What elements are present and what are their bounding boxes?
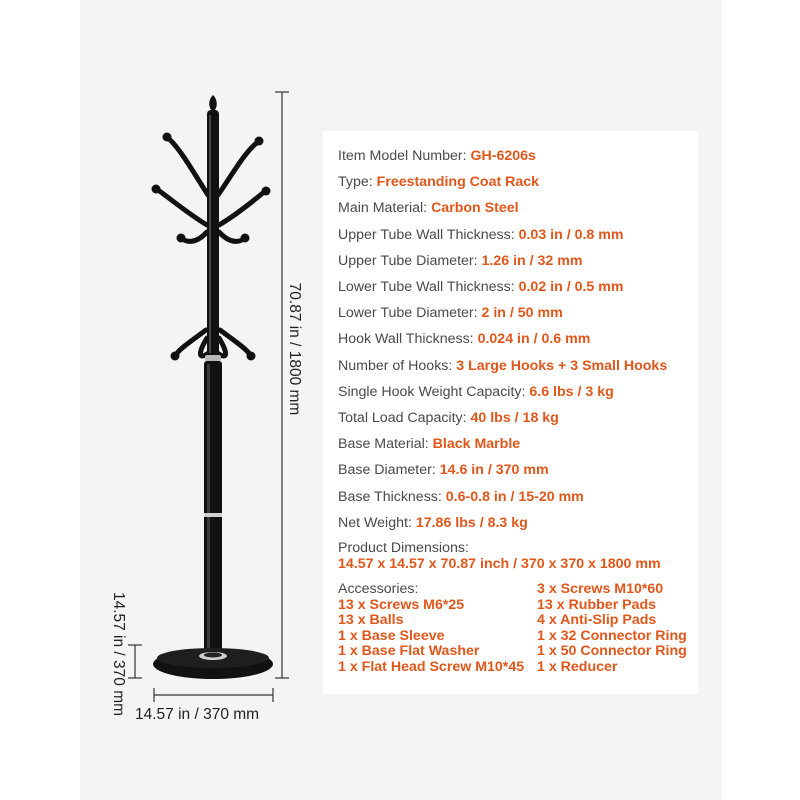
lower-tube <box>204 361 222 653</box>
spec-value: 14.6 in / 370 mm <box>439 462 549 479</box>
spec-value: 1.26 in / 32 mm <box>481 252 583 269</box>
connector-ring <box>205 355 221 361</box>
spec-value: GH-6206s <box>470 148 536 164</box>
top-finial <box>209 95 217 112</box>
height-label: 70.87 in / 1800 mm <box>286 282 303 416</box>
spec-value: 6.6 lbs / 3 kg <box>529 383 614 400</box>
spec-row <box>338 278 623 296</box>
spec-value: Black Marble <box>432 436 521 453</box>
dimensions-label: Product Dimensions: <box>338 540 469 556</box>
base-height-label: 14.57 in / 370 mm <box>110 591 127 717</box>
spec-value: Carbon Steel <box>431 200 519 217</box>
spec-value: 0.6-0.8 in / 15-20 mm <box>445 488 584 505</box>
tube-joint <box>204 513 222 517</box>
spec-value: Freestanding Coat Rack <box>376 174 540 191</box>
spec-row <box>338 173 539 191</box>
spec-row <box>338 226 623 244</box>
spec-label: Base Diameter: <box>338 462 436 479</box>
spec-label: Lower Tube Diameter: <box>338 305 478 322</box>
accessories-left-list <box>338 598 524 676</box>
spec-value: 3 Large Hooks + 3 Small Hooks <box>456 357 668 374</box>
base-height-dimension-line <box>128 645 142 678</box>
spec-row <box>338 252 582 270</box>
spec-label: Single Hook Weight Capacity: <box>338 383 526 400</box>
spec-row <box>338 383 614 401</box>
spec-row <box>338 461 549 479</box>
accessory-item: 1 x 50 Connector Ring <box>537 643 687 659</box>
spec-label: Number of Hooks: <box>338 357 453 374</box>
accessory-item: 3 x Screws M10*60 <box>537 581 664 597</box>
spec-row <box>338 304 563 322</box>
upper-tube <box>207 110 219 358</box>
spec-row <box>338 514 528 532</box>
accessory-item: 13 x Rubber Pads <box>537 596 657 613</box>
accessory-item: 13 x Balls <box>338 612 404 628</box>
accessory-item: 4 x Anti-Slip Pads <box>537 612 657 628</box>
spec-label: Hook Wall Thickness: <box>338 331 474 348</box>
accessories-right-list <box>537 582 687 675</box>
spec-row <box>338 147 536 165</box>
spec-label: Upper Tube Diameter: <box>338 252 478 269</box>
base-width-dimension-line <box>154 688 273 702</box>
spec-row <box>338 435 520 453</box>
spec-row <box>338 330 590 348</box>
spec-label: Total Load Capacity: <box>338 410 467 426</box>
spec-row <box>338 409 559 427</box>
spec-label: Type: <box>338 174 373 191</box>
accessory-item: 13 x Screws M6*25 <box>338 596 465 613</box>
accessory-item: 1 x Flat Head Screw M10*45 <box>338 658 525 675</box>
accessory-item: 1 x Base Flat Washer <box>338 643 480 659</box>
spec-value: 0.02 in / 0.5 mm <box>518 279 624 295</box>
spec-value: 0.03 in / 0.8 mm <box>518 226 624 243</box>
spec-label: Item Model Number: <box>338 148 467 164</box>
accessory-item: 1 x Reducer <box>537 658 618 675</box>
accessories-label: Accessories: <box>338 581 419 597</box>
spec-row <box>338 199 519 217</box>
spec-label: Lower Tube Wall Thickness: <box>338 279 515 295</box>
spec-label: Base Thickness: <box>338 488 442 505</box>
accessory-item: 1 x 32 Connector Ring <box>537 627 687 644</box>
spec-label: Upper Tube Wall Thickness: <box>338 226 515 243</box>
spec-value: 0.024 in / 0.6 mm <box>477 331 591 348</box>
dimensions-value: 14.57 x 14.57 x 70.87 inch / 370 x 370 x 1800 mm <box>338 556 661 572</box>
spec-row <box>338 357 667 375</box>
spec-label: Base Material: <box>338 436 429 453</box>
spec-label: Main Material: <box>338 200 428 217</box>
accessory-item: 1 x Base Sleeve <box>338 627 445 644</box>
spec-value: 17.86 lbs / 8.3 kg <box>415 514 528 531</box>
base-width-label: 14.57 in / 370 mm <box>135 706 260 723</box>
spec-row <box>338 488 584 506</box>
spec-value: 40 lbs / 18 kg <box>470 410 559 426</box>
spec-value: 2 in / 50 mm <box>481 305 563 322</box>
spec-label: Net Weight: <box>338 514 412 531</box>
